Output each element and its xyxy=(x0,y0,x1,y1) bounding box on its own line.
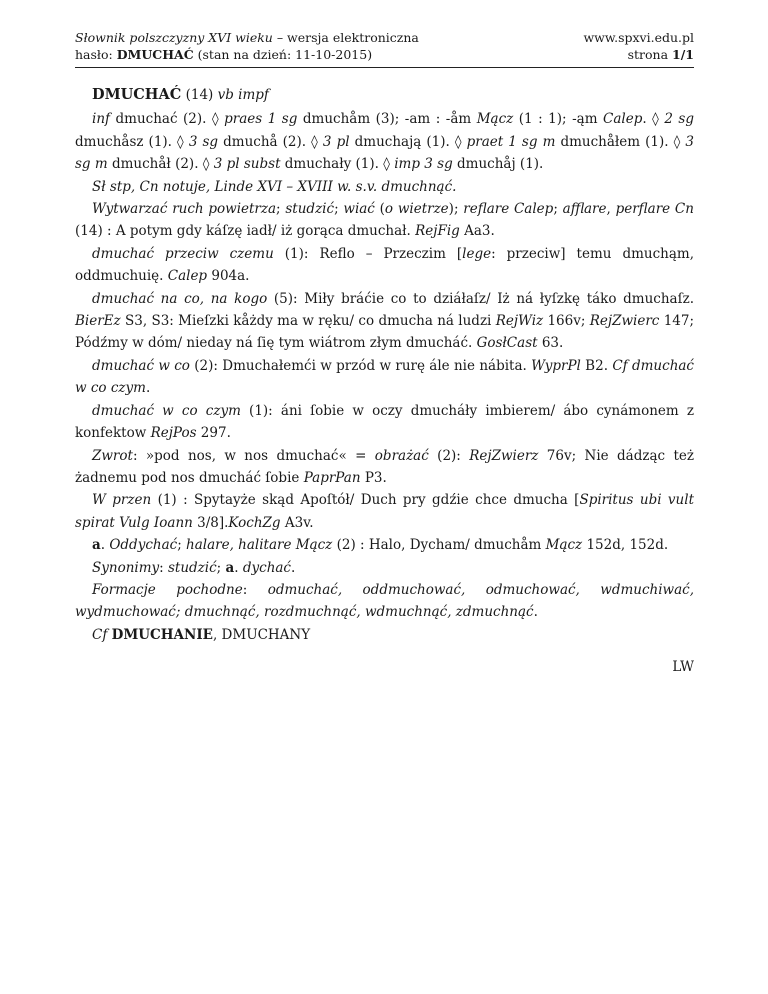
source-ref: WyprPl xyxy=(531,357,581,374)
form-label: imp 3 sg xyxy=(394,156,453,173)
def-text: , xyxy=(606,201,616,218)
source-ref: RejZwierz xyxy=(469,447,539,464)
headword: DMUCHAĆ xyxy=(92,86,182,103)
phrase-text: (5): Miły bráćie co to dziáłaſz/ Iż ná łyſzkę táko dmuchaſz. xyxy=(267,290,694,307)
phrase-label: Zwrot xyxy=(92,447,133,464)
phrase-text: 63. xyxy=(537,335,564,352)
phrase-zwrot xyxy=(75,445,694,490)
phrase-text: B2. xyxy=(580,357,613,374)
phrase-text: . xyxy=(234,559,243,576)
phrase-text: . xyxy=(145,380,151,397)
phrase-text: : przeciw] temu dmuchąm, oddmuchuię. xyxy=(75,245,694,285)
source-ref: KochZg xyxy=(228,514,281,531)
form-text: . ◊ xyxy=(642,111,665,128)
def-text: ; xyxy=(553,201,563,218)
phrase-label: dmuchać w co xyxy=(92,357,190,374)
phrase-text: 297. xyxy=(196,425,231,442)
cross-references xyxy=(75,624,694,646)
phrase-text: 152d, 152d. xyxy=(582,537,669,554)
phrase-w-co xyxy=(75,355,694,400)
phrase-label: dmuchać przeciw czemu xyxy=(92,245,274,262)
phrase-label: dmuchać w co czym xyxy=(92,402,241,419)
lege-label: lege xyxy=(462,245,492,262)
entry-headline xyxy=(75,84,694,106)
entry-name: DMUCHAĆ xyxy=(116,47,194,62)
phrase-text: . xyxy=(100,537,110,554)
form-label: inf xyxy=(92,111,111,128)
phrase-label: W przen xyxy=(92,492,152,509)
entry-label: hasło: xyxy=(75,47,117,62)
phrase-text: (2): xyxy=(428,447,470,464)
cross-reference: Cf dmuchać w co czym xyxy=(75,357,694,397)
cross-ref-link[interactable]: , DMUCHANY xyxy=(212,626,311,643)
def-term: halare, halitare Mącz xyxy=(186,537,333,554)
form-text: dmuchåł (2). ◊ xyxy=(107,156,214,173)
phrase-label: dmuchać na co, na kogo xyxy=(92,290,268,307)
form-label: praet 1 sg m xyxy=(466,133,556,150)
def-text: ; xyxy=(276,201,286,218)
page-value: 1/1 xyxy=(672,47,694,62)
form-text: dmuchać (2). ◊ xyxy=(110,111,225,128)
def-term: reflare Calep xyxy=(463,201,554,218)
phrase-text: S3, S3: Mieſzki kåżdy ma w ręku/ co dmucha ná ludzi xyxy=(120,313,496,330)
inflection-forms xyxy=(75,108,694,175)
author-signature: LW xyxy=(672,659,694,676)
phrase-przeciw-czemu xyxy=(75,243,694,288)
phrase-text: 147; Pódźmy w dóm/ nieday ná ſię tym wiátrom złym dmucháć. xyxy=(75,313,695,352)
latin-quote: Spiritus ubi vult spirat Vulg Ioann xyxy=(75,492,694,531)
header-left xyxy=(75,29,419,63)
phrase-text: (2) : Halo, Dycham/ dmuchåm xyxy=(332,537,546,554)
def-text: (14) : A potym gdy káſzę iadł/ iż gorąca dmuchał. xyxy=(75,223,416,240)
phrase-text: (2): Dmuchałemći w przód w rurę ále nie nábita. xyxy=(189,357,532,374)
phrase-text: 3/8]. xyxy=(192,514,229,531)
sense-letter: a xyxy=(225,559,235,576)
entry-date: (stan na dzień: 11-10-2015) xyxy=(193,47,373,62)
source-ref: RejWiz xyxy=(495,313,544,330)
form-text: dmuchå (2). ◊ xyxy=(218,133,323,150)
header-right xyxy=(583,29,694,63)
form-label: 3 pl xyxy=(322,133,350,150)
def-term: o wietrze xyxy=(384,201,449,218)
phrase-text: (1) : Spytayże skąd Apoſtół/ Duch pry gdźie chce dmucha [ xyxy=(151,492,580,509)
header-subtitle: – wersja elektroniczna xyxy=(272,30,419,45)
synonyms xyxy=(75,557,694,579)
source-ref: RejZwierc xyxy=(589,313,660,330)
phrase-text: 76v; Nie dádząc też żadnemu pod nos dmucháć ſobie xyxy=(75,447,694,486)
phrase-text: : xyxy=(242,581,268,598)
form-label: 2 sg xyxy=(664,111,694,128)
header-title-line xyxy=(75,29,419,46)
derived-forms xyxy=(75,579,694,624)
source-ref: GosłCast xyxy=(476,335,538,352)
def-text: Aa3. xyxy=(459,223,495,240)
phrase-text: ; xyxy=(216,559,226,576)
header-entry-line xyxy=(75,46,419,63)
definition-main xyxy=(75,198,694,243)
def-term: studzić xyxy=(285,201,335,218)
headword-count: (14) xyxy=(181,87,218,103)
synonyms-label: Synonimy xyxy=(92,559,160,576)
phrase-text: P3. xyxy=(360,469,387,486)
def-term: Wytwarzać ruch powietrza xyxy=(92,201,277,218)
source-ref: RejPos xyxy=(150,425,197,442)
form-text: dmuchåj (1). xyxy=(452,156,544,173)
sources-note xyxy=(75,176,694,198)
source-ref: PaprPan xyxy=(303,469,361,486)
sense-a xyxy=(75,534,694,556)
phrase-text: (1): áni ſobie w oczy dmucháły imbierem/ ábo cynámonem z konfektow xyxy=(75,402,694,442)
phrase-w-co-czym xyxy=(75,400,694,445)
phrase-text: : »pod nos, w nos dmuchać« = xyxy=(132,447,375,464)
phrase-text: 904a. xyxy=(207,268,250,285)
form-label: 3 sg xyxy=(188,133,219,150)
def-term: afflare xyxy=(562,201,607,218)
phrase-text: : xyxy=(159,559,168,576)
cross-ref-link[interactable]: DMUCHANIE xyxy=(111,626,213,643)
part-of-speech: vb impf xyxy=(217,87,269,103)
def-text: ( xyxy=(374,201,385,218)
def-text: ); xyxy=(448,201,464,218)
cf-label: Cf xyxy=(92,626,108,643)
sources-note-text: Sł stp, Cn notuje, Linde XVI – XVIII w. s.v. dmuchnąć. xyxy=(92,178,457,195)
page-number xyxy=(583,46,694,63)
form-text: dmuchały (1). ◊ xyxy=(280,156,395,173)
form-label: praes 1 sg xyxy=(224,111,298,128)
source-ref: RejFig xyxy=(415,223,460,240)
derived-label: Formacje pochodne xyxy=(92,581,243,598)
form-label: Mącz xyxy=(476,111,514,128)
form-text: (1 : 1); -ąm xyxy=(513,111,604,128)
form-text: dmuchåsz (1). ◊ xyxy=(75,133,189,150)
form-label: 3 sg m xyxy=(75,133,694,173)
source-ref: Calep xyxy=(167,268,208,285)
synonym-word: studzić xyxy=(167,559,217,576)
entry-body xyxy=(75,84,694,679)
def-term: perflare Cn xyxy=(615,201,694,218)
form-text: dmuchają (1). ◊ xyxy=(349,133,467,150)
phrase-text: . xyxy=(533,604,538,621)
phrase-w-przen xyxy=(75,489,694,534)
form-label: 3 pl subst xyxy=(213,156,281,173)
form-label: Calep xyxy=(603,111,643,128)
form-text: dmuchåm (3); -am : -åm xyxy=(297,111,477,128)
def-term: Oddychać xyxy=(109,537,178,554)
def-term: obrażać xyxy=(374,447,429,464)
form-text: dmuchåłem (1). ◊ xyxy=(555,133,686,150)
source-ref: Mącz xyxy=(545,537,583,554)
sense-letter: a xyxy=(92,537,101,554)
phrase-text: ; xyxy=(177,537,187,554)
phrase-text: A3v. xyxy=(280,514,314,531)
def-text: ; xyxy=(334,201,344,218)
phrase-text: . xyxy=(291,559,296,576)
derived-words: odmuchać, oddmuchować, odmuchować, wdmuchiwać, wydmuchować; dmuchnąć, rozdmuchnąć, wdmuchnąć, zdmuchnąć xyxy=(75,581,694,621)
def-term: wiać xyxy=(343,201,375,218)
page-label: strona xyxy=(627,47,673,62)
synonym-word: dychać xyxy=(242,559,291,576)
phrase-text: 166v; xyxy=(543,313,590,330)
site-url[interactable]: www.spxvi.edu.pl xyxy=(583,30,694,45)
dictionary-title: Słownik polszczyzny XVI wieku xyxy=(75,30,273,45)
phrase-text: (1): Reflo – Przeczim [ xyxy=(273,245,463,262)
header-divider xyxy=(75,67,694,68)
source-ref: BierEz xyxy=(75,313,121,330)
phrase-na-co xyxy=(75,288,694,355)
